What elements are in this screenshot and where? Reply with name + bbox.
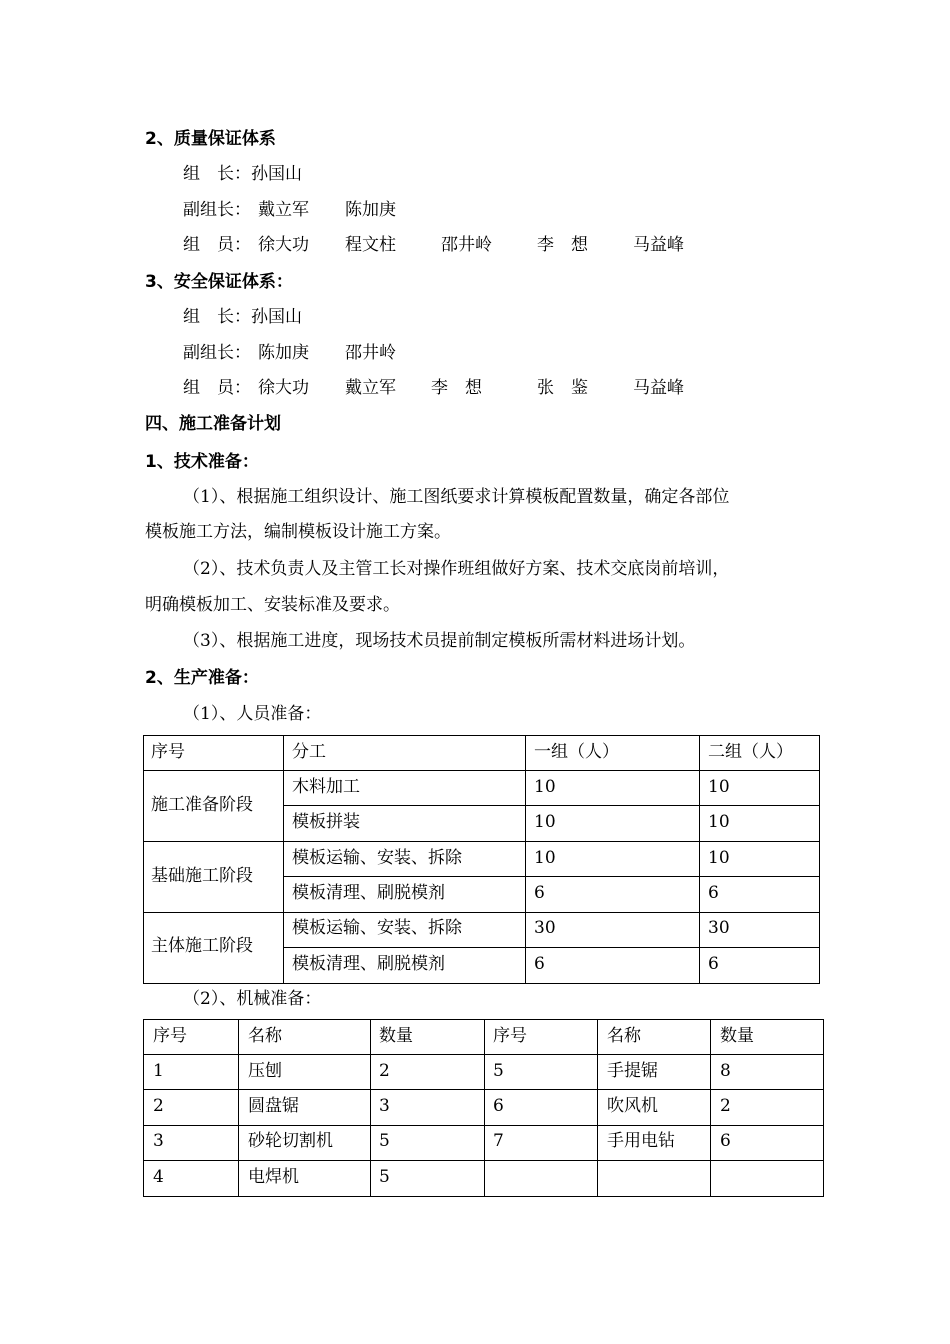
quality-member-3: 邵井岭 xyxy=(441,235,492,255)
staff-cell: 模板拼装 xyxy=(292,812,360,832)
machine-cell: 7 xyxy=(493,1131,504,1151)
staff-table-divider xyxy=(143,841,820,842)
machine-table-divider xyxy=(710,1019,711,1197)
staff-cell: 木料加工 xyxy=(292,777,360,797)
quality-member-4: 李 想 xyxy=(537,235,588,255)
staff-cell: 6 xyxy=(708,954,719,974)
machine-cell: 圆盘锯 xyxy=(248,1096,299,1116)
tech-para-3: （3）、根据施工进度，现场技术员提前制定模板所需材料进场计划。 xyxy=(183,631,696,651)
staff-cell: 30 xyxy=(708,918,730,938)
machine-cell: 手提锯 xyxy=(607,1061,658,1081)
machine-cell: 8 xyxy=(720,1061,731,1081)
staff-cell: 模板运输、安装、拆除 xyxy=(292,918,462,938)
machine-table-divider xyxy=(143,1089,824,1090)
machine-cell: 5 xyxy=(493,1061,504,1081)
machine-cell: 3 xyxy=(379,1096,390,1116)
quality-deputy-2: 陈加庚 xyxy=(345,200,396,220)
machine-cell: 2 xyxy=(153,1096,164,1116)
machine-cell: 6 xyxy=(720,1131,731,1151)
quality-system-heading: 2、质量保证体系 xyxy=(145,129,276,149)
tech-para-2-line-2: 明确模板加工、安装标准及要求。 xyxy=(145,595,400,615)
quality-deputy-label: 副组长： xyxy=(183,200,251,220)
staff-cell: 模板清理、刷脱模剂 xyxy=(292,954,445,974)
staff-header-group1: 一组（人） xyxy=(534,742,619,762)
machine-cell: 4 xyxy=(153,1167,164,1187)
safety-deputy-label: 副组长： xyxy=(183,343,251,363)
quality-deputy-1: 戴立军 xyxy=(258,200,309,220)
staff-table-divider xyxy=(283,947,820,948)
quality-member-5: 马益峰 xyxy=(633,235,684,255)
safety-member-1: 徐大功 xyxy=(258,378,309,398)
safety-system-heading: 3、安全保证体系： xyxy=(145,272,293,292)
staff-cell: 10 xyxy=(708,812,730,832)
machine-table-divider xyxy=(143,1054,824,1055)
machine-cell: 2 xyxy=(379,1061,390,1081)
staff-table-divider xyxy=(283,805,820,806)
staff-table-divider xyxy=(283,876,820,877)
machine-cell: 吹风机 xyxy=(607,1096,658,1116)
safety-deputy-2: 邵井岭 xyxy=(345,343,396,363)
machine-table-divider xyxy=(370,1019,371,1197)
staff-prep-caption: （1）、人员准备： xyxy=(183,704,322,724)
quality-member-2: 程文柱 xyxy=(345,235,396,255)
machine-cell: 砂轮切割机 xyxy=(248,1131,333,1151)
machine-cell: 手用电钻 xyxy=(607,1131,675,1151)
machine-table-divider xyxy=(143,1125,824,1126)
machine-table-divider xyxy=(597,1019,598,1197)
machine-cell: 5 xyxy=(379,1131,390,1151)
quality-leader: 组 长：孙国山 xyxy=(183,164,302,184)
staff-header-division: 分工 xyxy=(292,742,326,762)
staff-cell: 模板运输、安装、拆除 xyxy=(292,848,462,868)
staff-header-group2: 二组（人） xyxy=(708,742,793,762)
construction-prep-heading: 四、施工准备计划 xyxy=(145,414,281,434)
machine-cell: 电焊机 xyxy=(248,1167,299,1187)
machine-header-seq-2: 序号 xyxy=(493,1026,527,1046)
staff-cell: 10 xyxy=(534,812,556,832)
staff-stage-foundation: 基础施工阶段 xyxy=(151,866,253,886)
machine-header-qty: 数量 xyxy=(379,1026,413,1046)
safety-member-4: 张 鉴 xyxy=(537,378,588,398)
safety-member-5: 马益峰 xyxy=(633,378,684,398)
machine-prep-caption: （2）、机械准备： xyxy=(183,989,322,1009)
machine-cell: 2 xyxy=(720,1096,731,1116)
quality-members-label: 组 员： xyxy=(183,235,251,255)
tech-prep-heading: 1、技术准备： xyxy=(145,452,259,472)
machine-table-divider xyxy=(143,1160,824,1161)
machine-header-seq: 序号 xyxy=(153,1026,187,1046)
staff-cell: 6 xyxy=(534,954,545,974)
staff-cell: 6 xyxy=(534,883,545,903)
machine-cell: 5 xyxy=(379,1167,390,1187)
staff-cell: 10 xyxy=(708,777,730,797)
tech-para-1-line-2: 模板施工方法，编制模板设计施工方案。 xyxy=(145,522,451,542)
staff-cell: 模板清理、刷脱模剂 xyxy=(292,883,445,903)
staff-stage-prep: 施工准备阶段 xyxy=(151,795,253,815)
machine-header-qty-2: 数量 xyxy=(720,1026,754,1046)
staff-cell: 6 xyxy=(708,883,719,903)
machine-header-name: 名称 xyxy=(248,1026,282,1046)
staff-cell: 10 xyxy=(708,848,730,868)
safety-member-3: 李 想 xyxy=(431,378,482,398)
staff-cell: 10 xyxy=(534,777,556,797)
tech-para-1-line-1: （1）、根据施工组织设计、施工图纸要求计算模板配置数量，确定各部位 xyxy=(183,487,730,507)
staff-cell: 10 xyxy=(534,848,556,868)
machine-header-name-2: 名称 xyxy=(607,1026,641,1046)
safety-deputy-1: 陈加庚 xyxy=(258,343,309,363)
staff-cell: 30 xyxy=(534,918,556,938)
staff-table-divider xyxy=(143,770,820,771)
production-prep-heading: 2、生产准备： xyxy=(145,668,259,688)
safety-members-label: 组 员： xyxy=(183,378,251,398)
safety-leader: 组 长：孙国山 xyxy=(183,307,302,327)
tech-para-2-line-1: （2）、技术负责人及主管工长对操作班组做好方案、技术交底岗前培训， xyxy=(183,559,730,579)
staff-table-divider xyxy=(143,912,820,913)
safety-member-2: 戴立军 xyxy=(345,378,396,398)
staff-stage-main: 主体施工阶段 xyxy=(151,936,253,956)
machine-cell: 压刨 xyxy=(248,1061,282,1081)
quality-member-1: 徐大功 xyxy=(258,235,309,255)
machine-cell: 6 xyxy=(493,1096,504,1116)
machine-table-divider xyxy=(238,1019,239,1197)
staff-header-seq: 序号 xyxy=(151,742,185,762)
machine-cell: 3 xyxy=(153,1131,164,1151)
machine-cell: 1 xyxy=(153,1061,164,1081)
machine-table-divider xyxy=(484,1019,485,1197)
